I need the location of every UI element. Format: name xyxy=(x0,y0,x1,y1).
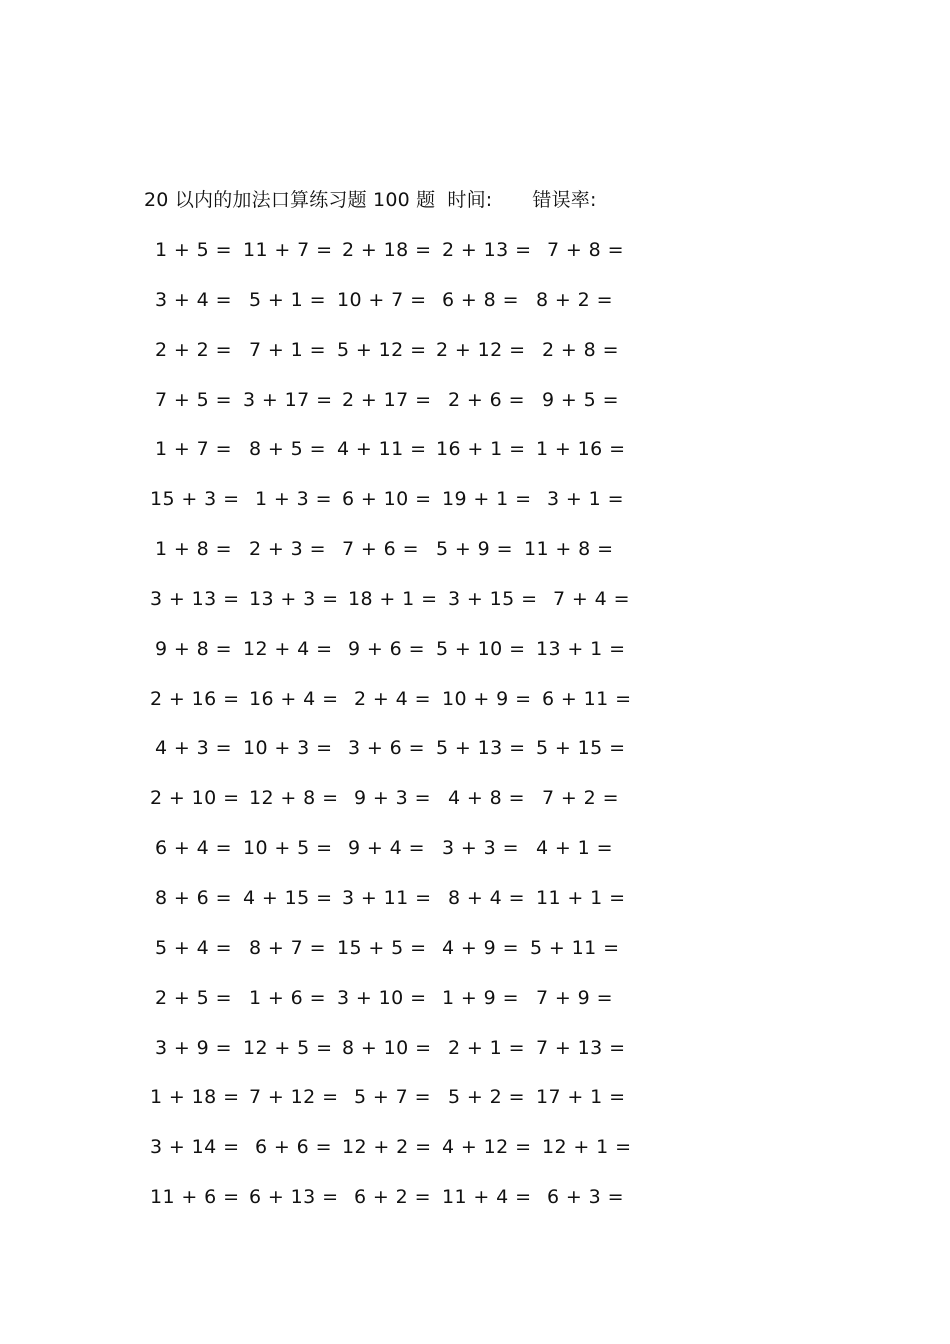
addition-problem: 8 + 7 = xyxy=(249,936,326,959)
addition-problem: 5 + 11 = xyxy=(530,936,620,959)
problem-row xyxy=(144,1083,624,1133)
problem-row xyxy=(144,236,624,286)
addition-problem: 6 + 11 = xyxy=(542,687,632,710)
addition-problem: 1 + 3 = xyxy=(255,488,332,511)
addition-problem: 2 + 16 = xyxy=(150,687,240,710)
addition-problem: 1 + 8 = xyxy=(155,538,232,561)
addition-problem: 10 + 7 = xyxy=(337,288,427,311)
addition-problem: 7 + 8 = xyxy=(547,239,624,261)
addition-problem: 3 + 15 = xyxy=(448,587,538,610)
addition-problem: 6 + 13 = xyxy=(249,1186,339,1209)
addition-problem: 4 + 15 = xyxy=(243,886,333,909)
worksheet-title: 20 以内的加法口算练习题 100 题 xyxy=(144,189,436,211)
addition-problem: 12 + 2 = xyxy=(342,1136,432,1159)
addition-problem: 10 + 9 = xyxy=(442,687,532,710)
addition-problem: 6 + 4 = xyxy=(155,837,232,860)
problem-row xyxy=(144,934,624,984)
addition-problem: 15 + 5 = xyxy=(337,936,427,959)
problem-row xyxy=(144,1034,624,1084)
addition-problem: 5 + 7 = xyxy=(354,1086,431,1109)
addition-problem: 7 + 12 = xyxy=(249,1086,339,1109)
problem-row xyxy=(144,485,624,535)
addition-problem: 5 + 13 = xyxy=(436,737,526,760)
problem-row xyxy=(144,386,624,436)
addition-problem: 16 + 1 = xyxy=(436,438,526,461)
addition-problem: 7 + 5 = xyxy=(155,388,232,411)
addition-problem: 9 + 6 = xyxy=(348,637,425,660)
problem-row xyxy=(144,435,624,485)
problem-row xyxy=(144,1133,632,1183)
addition-problem: 7 + 6 = xyxy=(342,538,419,561)
addition-problem: 3 + 14 = xyxy=(150,1136,240,1159)
addition-problem: 1 + 16 = xyxy=(536,438,626,461)
addition-problem: 2 + 3 = xyxy=(249,538,326,561)
addition-problem: 8 + 2 = xyxy=(536,288,613,311)
addition-problem: 5 + 4 = xyxy=(155,936,232,959)
addition-problem: 6 + 8 = xyxy=(442,288,519,311)
addition-problem: 3 + 4 = xyxy=(155,288,232,311)
addition-problem: 7 + 1 = xyxy=(249,338,326,361)
addition-problem: 3 + 3 = xyxy=(442,837,519,860)
addition-problem: 19 + 1 = xyxy=(442,488,532,511)
addition-problem: 6 + 2 = xyxy=(354,1186,431,1209)
addition-problem: 1 + 18 = xyxy=(150,1086,240,1109)
addition-problem: 1 + 7 = xyxy=(155,438,232,461)
addition-problem: 4 + 12 = xyxy=(442,1136,532,1159)
addition-problem: 18 + 1 = xyxy=(348,587,438,610)
worksheet-header xyxy=(144,186,597,214)
addition-problem: 2 + 5 = xyxy=(155,986,232,1009)
addition-problem: 5 + 10 = xyxy=(436,637,526,660)
addition-problem: 2 + 13 = xyxy=(442,239,532,261)
addition-problem: 10 + 5 = xyxy=(243,837,333,860)
addition-problem: 12 + 4 = xyxy=(243,637,333,660)
addition-problem: 9 + 5 = xyxy=(542,388,619,411)
addition-problem: 2 + 17 = xyxy=(342,388,432,411)
addition-problem: 1 + 6 = xyxy=(249,986,326,1009)
addition-problem: 1 + 5 = xyxy=(155,239,232,261)
addition-problem: 6 + 10 = xyxy=(342,488,432,511)
addition-problem: 17 + 1 = xyxy=(536,1086,626,1109)
error-rate-label: 错误率: xyxy=(532,189,597,211)
addition-problem: 4 + 11 = xyxy=(337,438,427,461)
addition-problem: 3 + 17 = xyxy=(243,388,333,411)
addition-problem: 4 + 8 = xyxy=(448,787,525,810)
addition-problem: 11 + 6 = xyxy=(150,1186,240,1209)
problem-row xyxy=(144,984,624,1034)
addition-problem: 4 + 9 = xyxy=(442,936,519,959)
addition-problem: 4 + 1 = xyxy=(536,837,613,860)
addition-problem: 11 + 1 = xyxy=(536,886,626,909)
addition-problem: 13 + 1 = xyxy=(536,637,626,660)
addition-problem: 4 + 3 = xyxy=(155,737,232,760)
addition-problem: 3 + 9 = xyxy=(155,1036,232,1059)
addition-problem: 11 + 7 = xyxy=(243,239,333,261)
addition-problem: 5 + 1 = xyxy=(249,288,326,311)
addition-problem: 6 + 6 = xyxy=(255,1136,332,1159)
addition-problem: 10 + 3 = xyxy=(243,737,333,760)
problem-row xyxy=(144,585,630,635)
addition-problem: 8 + 5 = xyxy=(249,438,326,461)
addition-problem: 2 + 8 = xyxy=(542,338,619,361)
addition-problem: 3 + 11 = xyxy=(342,886,432,909)
addition-problem: 2 + 12 = xyxy=(436,338,526,361)
time-label: 时间: xyxy=(447,189,493,211)
addition-problem: 5 + 15 = xyxy=(536,737,626,760)
problem-row xyxy=(144,635,624,685)
addition-problem: 12 + 8 = xyxy=(249,787,339,810)
addition-problem: 7 + 13 = xyxy=(536,1036,626,1059)
addition-problem: 6 + 3 = xyxy=(547,1186,624,1209)
addition-problem: 9 + 3 = xyxy=(354,787,431,810)
addition-problem: 1 + 9 = xyxy=(442,986,519,1009)
addition-problem: 12 + 1 = xyxy=(542,1136,632,1159)
addition-problem: 16 + 4 = xyxy=(249,687,339,710)
addition-problem: 2 + 18 = xyxy=(342,239,432,261)
addition-problem: 5 + 2 = xyxy=(448,1086,525,1109)
addition-problem: 5 + 12 = xyxy=(337,338,427,361)
addition-problem: 3 + 13 = xyxy=(150,587,240,610)
problem-row xyxy=(144,1183,624,1233)
addition-problem: 7 + 4 = xyxy=(553,587,630,610)
addition-problem: 2 + 4 = xyxy=(354,687,431,710)
addition-problem: 8 + 10 = xyxy=(342,1036,432,1059)
addition-problem: 13 + 3 = xyxy=(249,587,339,610)
addition-problem: 9 + 4 = xyxy=(348,837,425,860)
problem-row xyxy=(144,734,624,784)
addition-problem: 5 + 9 = xyxy=(436,538,513,561)
problem-row xyxy=(144,535,624,585)
addition-problem: 2 + 6 = xyxy=(448,388,525,411)
problem-row xyxy=(144,336,624,386)
addition-problem: 9 + 8 = xyxy=(155,637,232,660)
addition-problem: 2 + 1 = xyxy=(448,1036,525,1059)
addition-problem: 12 + 5 = xyxy=(243,1036,333,1059)
addition-problem: 11 + 4 = xyxy=(442,1186,532,1209)
addition-problem: 8 + 6 = xyxy=(155,886,232,909)
addition-problem: 8 + 4 = xyxy=(448,886,525,909)
addition-problem: 11 + 8 = xyxy=(524,538,614,561)
addition-problem: 7 + 9 = xyxy=(536,986,613,1009)
problem-grid xyxy=(144,236,632,1233)
problem-row xyxy=(144,784,624,834)
problem-row xyxy=(144,685,632,735)
problem-row xyxy=(144,884,624,934)
addition-problem: 3 + 6 = xyxy=(348,737,425,760)
addition-problem: 15 + 3 = xyxy=(150,488,240,511)
addition-problem: 3 + 10 = xyxy=(337,986,427,1009)
addition-problem: 2 + 10 = xyxy=(150,787,240,810)
addition-problem: 3 + 1 = xyxy=(547,488,624,511)
problem-row xyxy=(144,286,624,336)
problem-row xyxy=(144,834,624,884)
addition-problem: 7 + 2 = xyxy=(542,787,619,810)
addition-problem: 2 + 2 = xyxy=(155,338,232,361)
